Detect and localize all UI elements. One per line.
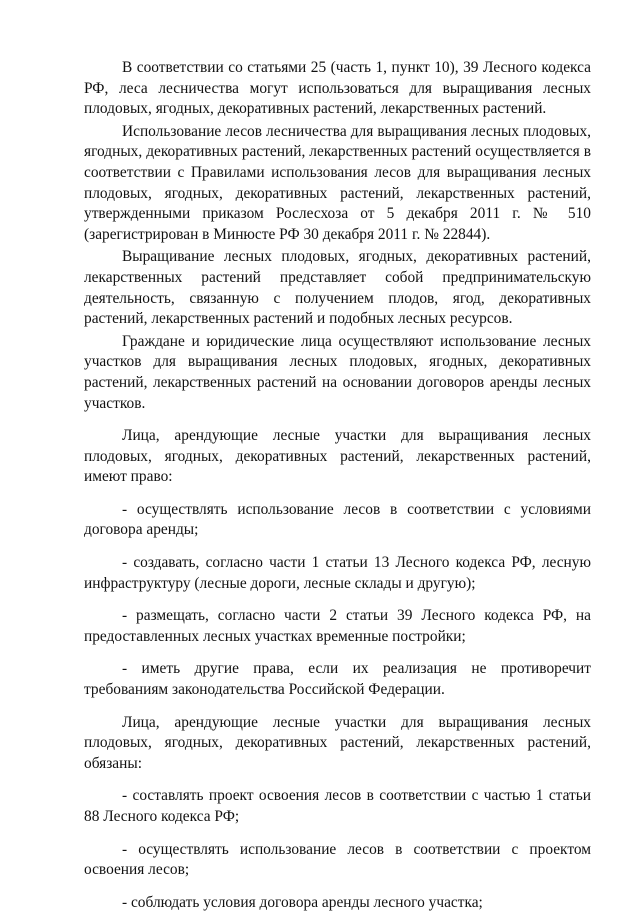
paragraph-definition: Выращивание лесных плодовых, ягодных, декоративных растений, лекарственных растений представляет собой предпринимательскую деятельность, связанную с получением плодов, ягод, декоративных растений, лекарственных растений и подобных лесных ресурсов.: [84, 248, 591, 328]
list-item-right-infrastructure: - создавать, согласно части 1 статьи 13 Лесного кодекса РФ, лесную инфраструктуру (лесные дороги, лесные склады и другую);: [84, 554, 591, 592]
paragraph-rights-intro: Лица, арендующие лесные участки для выращивания лесных плодовых, ягодных, декоративных растений, лекарственных растений, имеют право:: [84, 427, 591, 486]
list-item-obligation-use: - осуществлять использование лесов в соответствии с проектом освоения лесов;: [84, 840, 591, 879]
list-item-right-use-forests: - осуществлять использование лесов в соответствии с условиями договора аренды;: [84, 500, 591, 539]
list-item-right-temporary-buildings: - размещать, согласно части 2 статьи 39 Лесного кодекса РФ, на предоставленных лесных участках временные постройки;: [84, 607, 591, 645]
list-item-obligation-project: - составлять проект освоения лесов в соответствии с частью 1 статьи 88 Лесного кодекса РФ;: [84, 787, 591, 825]
list-item-obligation-lease-terms: - соблюдать условия договора аренды лесного участка;: [122, 893, 483, 911]
paragraph-rules-reference: Использование лесов лесничества для выращивания лесных плодовых, ягодных, декоративных растений, лекарственных растений осуществляется в соответствии с Правилами использования лесов для выращивания лесных плодовых, ягодных, декоративных растений, лекарственных растений, утвержденными приказом Рослесхоза от 5 декабря 2011 г. № 510 (зарегистрирован в Минюсте РФ 30 декабря 2011 г. № 22844).: [84, 122, 591, 243]
list-item-right-other: - иметь другие права, если их реализация не противоречит требованиям законодательства Российской Федерации.: [84, 660, 591, 699]
paragraph-legal-basis: В соответствии со статьями 25 (часть 1, пункт 10), 39 Лесного кодекса РФ, леса лесничества могут использоваться для выращивания лесных плодовых, ягодных, декоративных растений, лекарственных растений.: [84, 59, 591, 118]
paragraph-lease-basis: Граждане и юридические лица осуществляют использование лесных участков для выращивания лесных плодовых, ягодных, декоративных растений, лекарственных растений на основании договоров аренды лесных участков.: [84, 332, 591, 412]
paragraph-obligations-intro: Лица, арендующие лесные участки для выращивания лесных плодовых, ягодных, декоративных растений, лекарственных растений, обязаны:: [84, 713, 591, 772]
document-body: [84, 58, 591, 913]
